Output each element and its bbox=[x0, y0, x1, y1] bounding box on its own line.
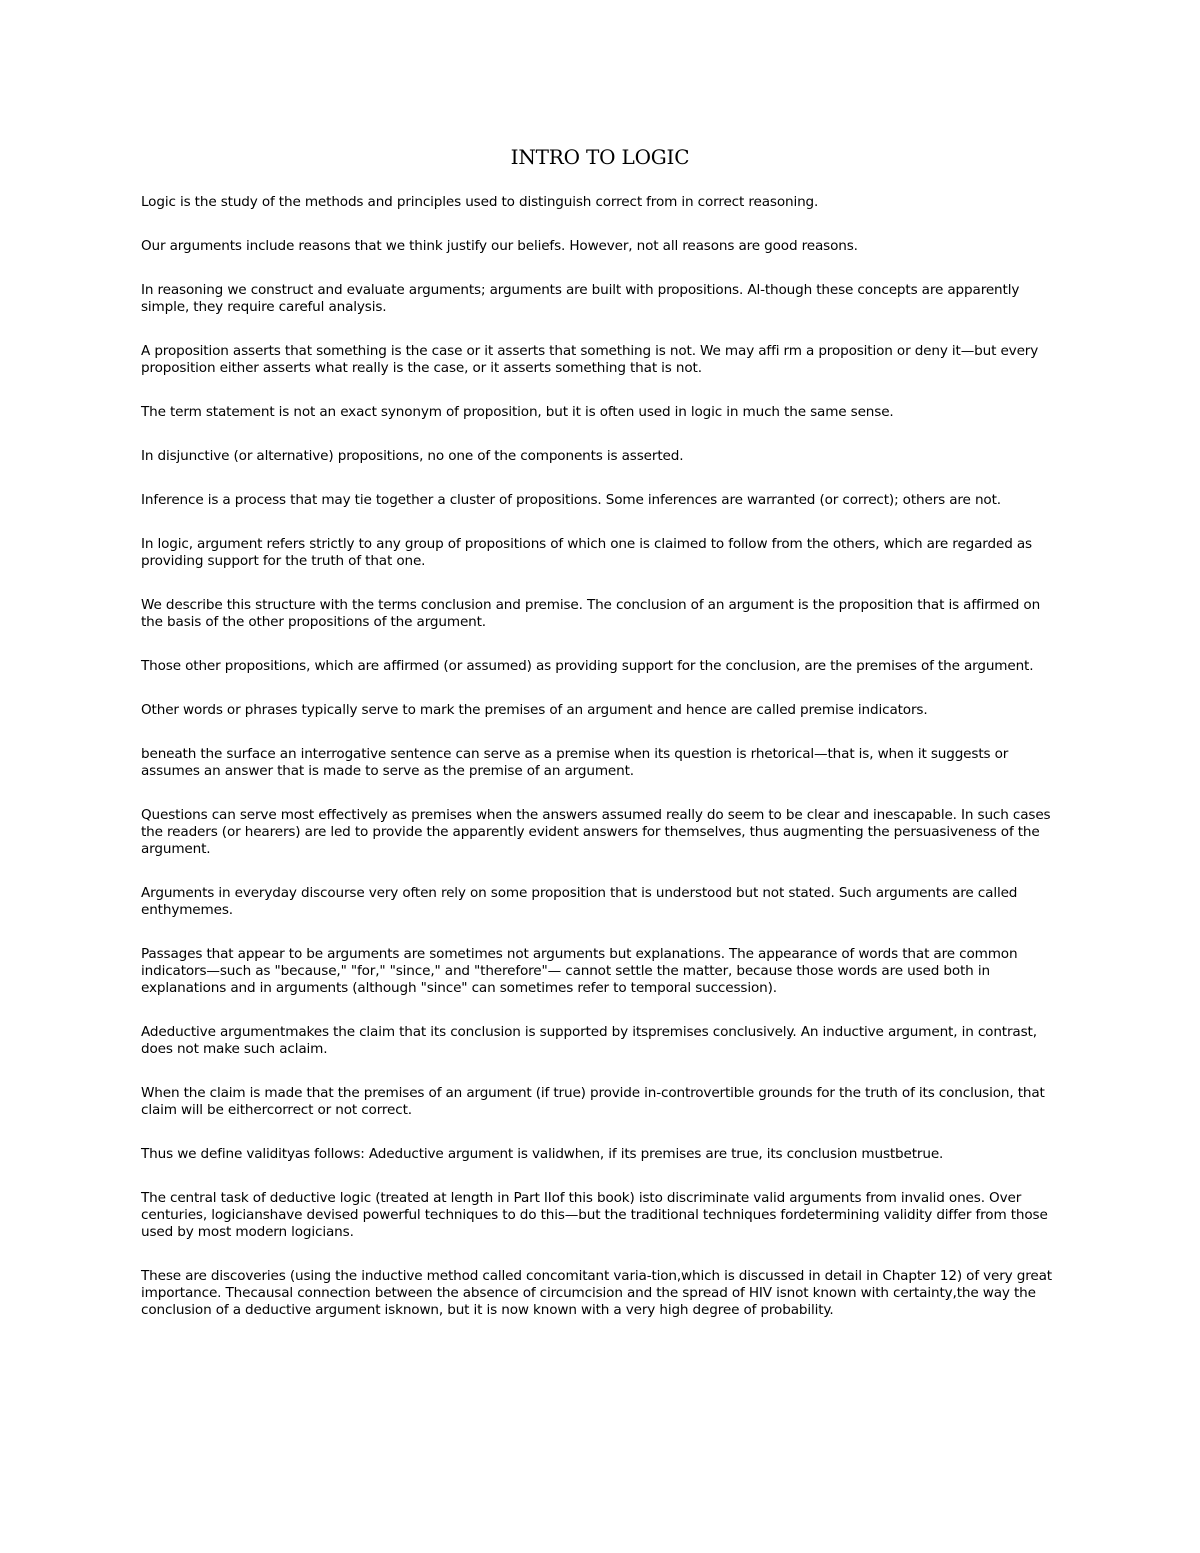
document-title: INTRO TO LOGIC bbox=[510, 145, 690, 169]
paragraph: Other words or phrases typically serve to mark the premises of an argument and hence are called premise indicators. bbox=[141, 702, 928, 718]
paragraph: Passages that appear to be arguments are sometimes not arguments but explanations. The appearance of words that are common indicators—such as "because," "for," "since," and "therefore"— cannot settle the matter, because those words are used both in explanations and in arguments (although "since" can sometimes refer to temporal succession). bbox=[141, 946, 1018, 996]
paragraph: Logic is the study of the methods and principles used to distinguish correct from in correct reasoning. bbox=[141, 194, 819, 210]
paragraph: We describe this structure with the terms conclusion and premise. The conclusion of an argument is the proposition that is affirmed on the basis of the other propositions of the argument. bbox=[141, 597, 1041, 630]
paragraph: Questions can serve most effectively as premises when the answers assumed really do seem to be clear and inescapable. In such cases the readers (or hearers) are led to provide the apparently evident answers for themselves, thus augmenting the persuasiveness of the argument. bbox=[141, 807, 1051, 857]
paragraph: Our arguments include reasons that we think justify our beliefs. However, not all reasons are good reasons. bbox=[141, 238, 858, 254]
paragraph: Adeductive argumentmakes the claim that its conclusion is supported by itspremises conclusively. An inductive argument, in contrast, does not make such aclaim. bbox=[141, 1024, 1037, 1057]
paragraph: The central task of deductive logic (treated at length in Part IIof this book) isto discriminate valid arguments from invalid ones. Over centuries, logicianshave devised powerful techniques to do this—but the traditional techniques fordetermining validity differ from those used by most modern logicians. bbox=[141, 1190, 1048, 1240]
paragraph: In disjunctive (or alternative) propositions, no one of the components is asserted. bbox=[141, 448, 684, 464]
paragraph: These are discoveries (using the inductive method called concomitant varia-tion,which is discussed in detail in Chapter 12) of very great importance. Thecausal connection between the absence of circumcision and the spread of HIV isnot known with certainty,the way the conclusion of a deductive argument isknown, but it is now known with a very high degree of probability. bbox=[141, 1268, 1052, 1318]
paragraph: The term statement is not an exact synonym of proposition, but it is often used in logic in much the same sense. bbox=[141, 404, 894, 420]
paragraph: In logic, argument refers strictly to any group of propositions of which one is claimed to follow from the others, which are regarded as providing support for the truth of that one. bbox=[141, 536, 1032, 569]
paragraph: When the claim is made that the premises of an argument (if true) provide in-controvertible grounds for the truth of its conclusion, that claim will be eithercorrect or not correct. bbox=[141, 1085, 1045, 1118]
paragraph: Arguments in everyday discourse very often rely on some proposition that is understood but not stated. Such arguments are called enthymemes. bbox=[141, 885, 1018, 918]
paragraph: A proposition asserts that something is the case or it asserts that something is not. We may affi rm a proposition or deny it—but every proposition either asserts what really is the case, or it asserts something that is not. bbox=[141, 343, 1039, 376]
paragraph: Those other propositions, which are affirmed (or assumed) as providing support for the conclusion, are the premises of the argument. bbox=[141, 658, 1034, 674]
paragraph: Inference is a process that may tie together a cluster of propositions. Some inferences are warranted (or correct); others are not. bbox=[141, 492, 1001, 508]
paragraph: Thus we define validityas follows: Adeductive argument is validwhen, if its premises are true, its conclusion mustbetrue. bbox=[141, 1146, 944, 1162]
document-body bbox=[141, 194, 1061, 1346]
paragraph: In reasoning we construct and evaluate arguments; arguments are built with propositions. Al-though these concepts are apparently simple, they require careful analysis. bbox=[141, 282, 1020, 315]
paragraph: beneath the surface an interrogative sentence can serve as a premise when its question is rhetorical—that is, when it suggests or assumes an answer that is made to serve as the premise of an argument. bbox=[141, 746, 1009, 779]
